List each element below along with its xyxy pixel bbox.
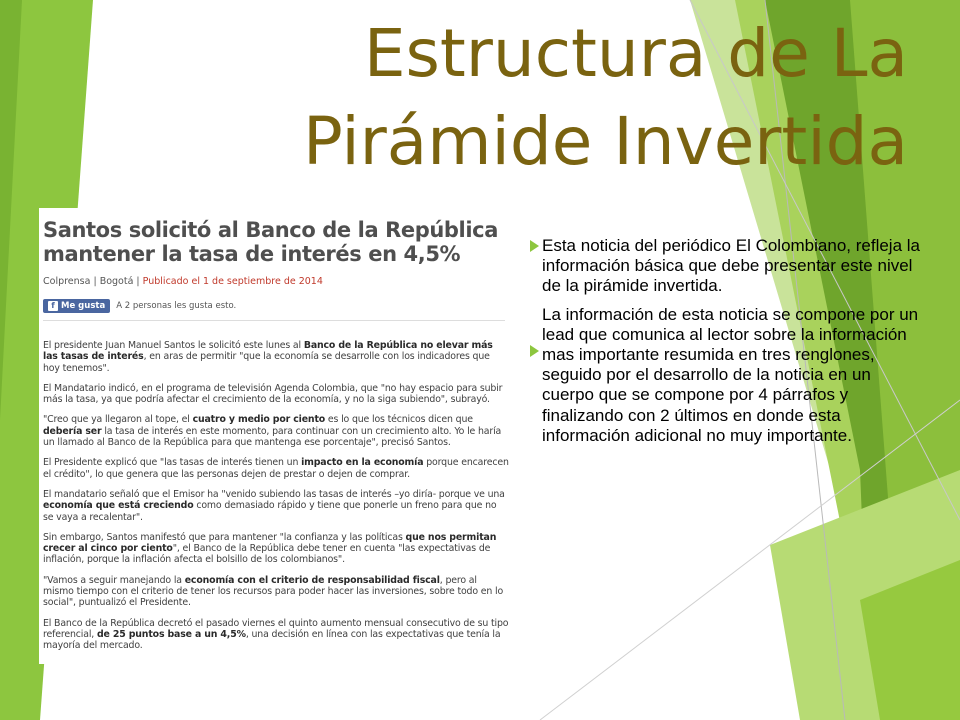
news-text: "Creo que ya llegaron al tope, el [43, 414, 193, 426]
news-paragraph [43, 575, 509, 609]
news-text: El Mandatario indicó, en el programa de televisión Agenda Colombia, que "no hay espacio para subir más la tasa, ya que podría afectar el crecimiento de la economía, y no la siga subiendo", subrayó. [43, 382, 503, 406]
bullet-arrow-icon [530, 240, 539, 252]
news-paragraph [43, 532, 509, 566]
news-paragraph [43, 383, 509, 406]
news-bold-text: economía que está creciendo [43, 500, 194, 512]
body-paragraph-1: Esta noticia del periódico El Colombiano, refleja la información básica que debe presentar este nivel de la pirámide invertida. [542, 236, 920, 296]
news-text: es lo que los técnicos dicen que [325, 414, 473, 426]
facebook-icon: f [48, 301, 58, 311]
slide-title-line-2: Pirámide Invertida [302, 103, 908, 180]
news-paragraph [43, 618, 509, 652]
news-bold-text: de 25 puntos base a un 4,5% [96, 628, 246, 640]
like-button-label: Me gusta [61, 301, 106, 311]
news-bold-text: Banco de la República no elevar más las tasas de interés [43, 340, 493, 363]
news-paragraph [43, 457, 509, 480]
news-text: la tasa de interés en este momento, para continuar con un crecimiento alto. Yo le haría un llamado al Banco de la República para que mantenga ese porcentaje", precisó Santos. [43, 425, 502, 449]
slide-title-line-1: Estructura de La [363, 15, 908, 92]
news-bold-text: impacto en la economía [301, 457, 424, 469]
news-paragraph [43, 340, 509, 374]
news-paragraph [43, 414, 509, 448]
news-text: , pero al mismo tiempo con el criterio de tener los recursos para poder hacer las inversiones, sobre todo en lo social", puntualizó el Presidente. [43, 574, 504, 609]
news-meta [43, 276, 323, 287]
bullet-arrow-icon [530, 345, 539, 357]
body-paragraph-2: La información de esta noticia se compone por un lead que comunica al lector sobre la información mas importante resumida en tres renglones, seguido por el desarrollo de la noticia en un cuerpo que se compone por 4 párrafos y finalizando con 2 últimos en donde esta información adicional no muy importante. [542, 304, 919, 445]
news-text: como demasiado rápido y tiene que ponerle un freno para que no se vaya a recalentar". [43, 500, 497, 523]
news-text: El Presidente explicó que "las tasas de interés tienen un [43, 457, 302, 469]
news-text: Sin embargo, Santos manifestó que para mantener "la confianza y las políticas [43, 531, 406, 543]
news-bold-text: economía con el criterio de responsabilidad fiscal [184, 574, 440, 586]
news-source: Colprensa | Bogotá | [43, 276, 140, 287]
news-paragraph [43, 489, 509, 523]
news-text: "Vamos a seguir manejando la [43, 574, 185, 586]
facebook-like-row [43, 298, 236, 314]
news-text: ", el Banco de la República debe tener en cuenta "las expectativas de inflación, porque la inflación afecta el bolsillo de los colombianos". [43, 543, 491, 566]
news-headline: Santos solicitó al Banco de la República mantener la tasa de interés en 4,5% [43, 218, 498, 266]
like-count-text: A 2 personas les gusta esto. [116, 301, 237, 311]
news-clipping-image [39, 208, 510, 664]
news-body-paragraphs [43, 340, 509, 661]
news-text: , en aras de permitir "que la economía se desarrolle con los indicadores que hoy tenemos". [43, 351, 490, 374]
news-published-date: Publicado el 1 de septiembre de 2014 [142, 276, 323, 287]
news-bold-text: cuatro y medio por ciento [192, 414, 326, 426]
news-bold-text: que nos permitan crecer al cinco por ciento [43, 531, 497, 555]
news-text: El presidente Juan Manuel Santos le solicitó este lunes al [43, 340, 304, 351]
facebook-like-button [43, 299, 110, 313]
news-text: El Banco de la República decretó el pasado viernes el quinto aumento mensual consecutivo de su tipo referencial, [43, 617, 509, 640]
news-text: porque encarecen el crédito", lo que genera que las personas dejen de prestar o dejen de comprar. [43, 457, 509, 480]
slide-body-text [542, 236, 927, 454]
news-text: El mandatario señaló que el Emisor ha "venido subiendo las tasas de interés –yo diría- porque ve una [43, 488, 505, 500]
news-text: , una decisión en línea con las expectativas que tenía la mayoría del mercado. [43, 628, 501, 652]
news-bold-text: debería ser [43, 425, 102, 437]
news-divider [43, 320, 505, 321]
